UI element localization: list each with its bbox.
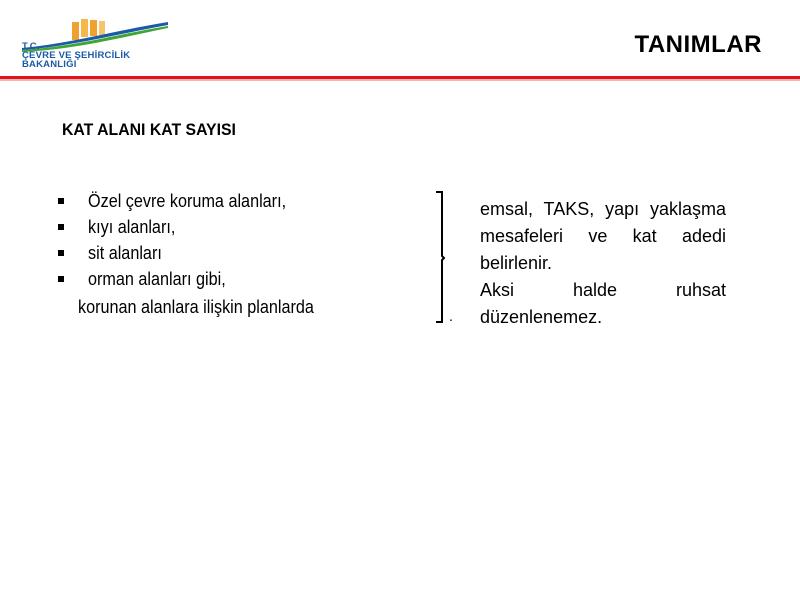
logo-line-2: ÇEVRE VE ŞEHİRCİLİK bbox=[22, 50, 131, 61]
section-title: KAT ALANI KAT SAYISI bbox=[62, 120, 236, 139]
list-item-text: Özel çevre koruma alanları, bbox=[88, 191, 287, 211]
list-item-text: kıyı alanları, bbox=[88, 217, 176, 237]
paragraph-2: Aksi halde ruhsat düzenlenemez. bbox=[480, 280, 726, 327]
bullet-square-icon bbox=[58, 224, 64, 230]
paragraph-1: emsal, TAKS, yapı yaklaşma mesafeleri ve kat adedi belirlenir. bbox=[480, 199, 726, 273]
header-divider-shadow bbox=[0, 79, 800, 81]
bullet-square-icon bbox=[58, 250, 64, 256]
page-title: TANIMLAR bbox=[634, 31, 762, 58]
right-brace-icon bbox=[430, 190, 454, 326]
bullet-square-icon bbox=[58, 276, 64, 282]
list-item-text: orman alanları gibi, bbox=[88, 269, 226, 289]
right-paragraph-block bbox=[480, 196, 726, 331]
trailing-line: korunan alanlara ilişkin planlarda bbox=[78, 297, 314, 317]
logo-line-3: BAKANLIĞI bbox=[22, 59, 77, 70]
brace-dot: . bbox=[449, 308, 453, 324]
ministry-logo bbox=[18, 16, 178, 76]
bullet-square-icon bbox=[58, 198, 64, 204]
logo-line-1: T.C. bbox=[22, 41, 40, 52]
list-item-text: sit alanları bbox=[88, 243, 162, 263]
